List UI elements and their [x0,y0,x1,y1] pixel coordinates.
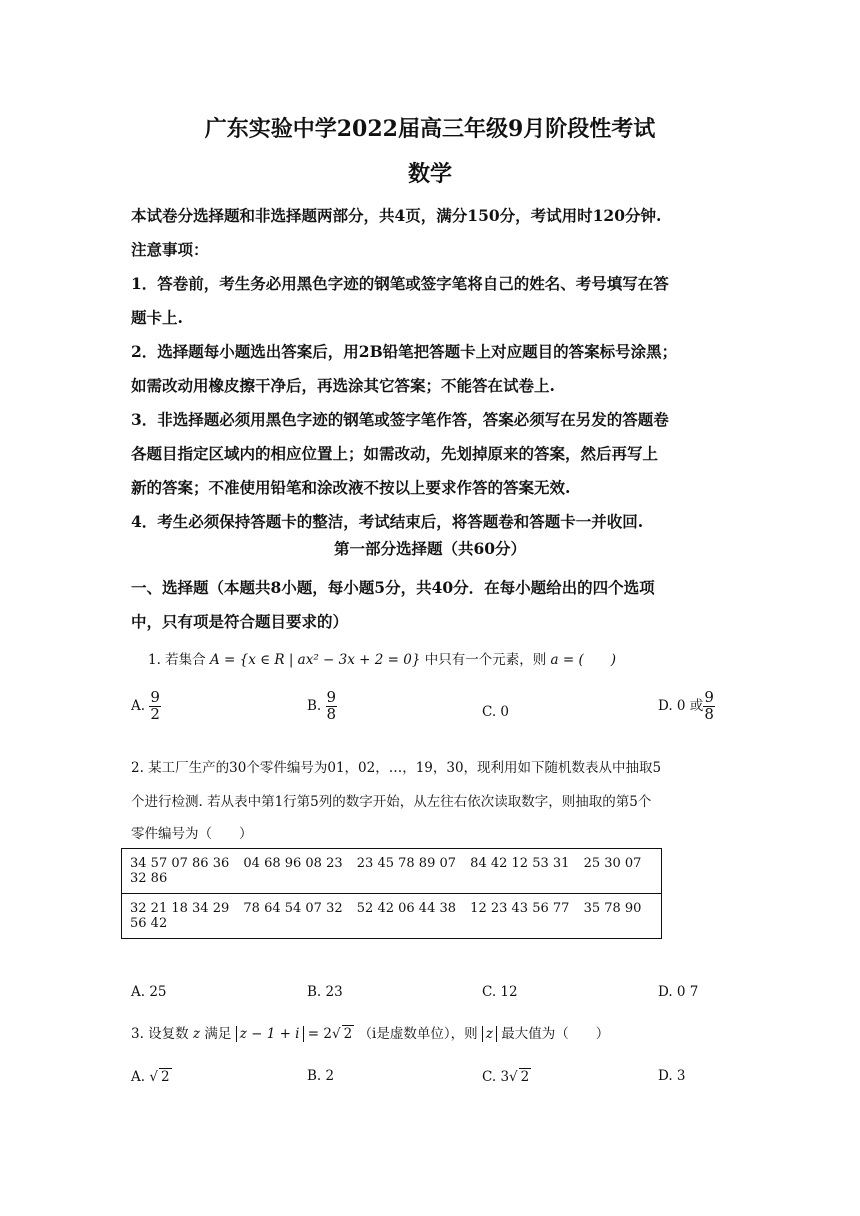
q1-prefix: 1. 若集合 [148,652,206,668]
numerator: 9 [150,688,160,706]
q2-option-c: C. 12 [482,984,518,1000]
q1-answer-blank: a = ( ) [550,652,616,668]
q2-option-b: B. 23 [307,984,343,1000]
denominator: 8 [704,704,714,723]
note-1-line-1: 1．答卷前，考生务必用黑色字迹的钢笔或签字笔将自己的姓名、考号填写在答 [131,274,669,293]
note-2-line-1: 2．选择题每小题选出答案后，用2B铅笔把答题卡上对应题目的答案标号涂黑； [131,342,678,361]
q3-prefix: 3. 设复数 [131,1026,189,1042]
number-group: 84 42 12 53 31 [470,856,570,871]
sqrt-symbol: √ [149,1069,158,1085]
option-label: D. 0 或 [658,697,704,714]
number-group: 25 30 07 32 86 [130,856,642,886]
number-group: 23 45 78 89 07 [356,856,457,871]
sqrt-symbol: √ [332,1026,341,1042]
q1-set-expression: A = {x ∈ R | ax² − 3x + 2 = 0} [209,652,421,668]
table-row [122,849,662,894]
q1-suffix: 中只有一个元素，则 [424,652,547,668]
note-4-line-1: 4．考生必须保持答题卡的整洁，考试结束后，将答题卷和答题卡一并收回. [131,512,644,531]
notice-heading: 注意事项： [131,240,209,259]
table-cell [122,849,662,894]
q1-option-c: C. 0 [482,704,510,720]
part-heading: 第一部分选择题（共60分） [333,539,527,558]
number-group: 12 23 43 56 77 [470,901,570,916]
radicand: 2 [520,1069,530,1085]
q3-radicand: 2 [343,1026,353,1042]
q1-option-b [307,690,337,723]
option-label: A. [131,697,146,714]
q3-mid: 满足 [204,1026,232,1042]
note-2-line-2: 如需改动用橡皮擦干净后，再选涂其它答案；不能答在试卷上. [131,376,555,395]
option-label: B. [307,697,322,714]
q3-option-d: D. 3 [658,1068,686,1084]
q1-option-a [131,690,161,723]
q3-suffix: 最大值为（ ） [501,1026,610,1042]
note-3-line-3: 新的答案；不准使用铅笔和涂改液不按以上要求作答的答案无效. [131,478,571,497]
q2-line-2: 个进行检测. 若从表中第1行第5列的数字开始，从左往右依次读取数字，则抽取的第5个 [131,794,652,810]
option-label: C. [482,1069,497,1085]
number-group: 52 42 06 44 38 [356,901,457,916]
q3-modulus-expression: z − 1 + i [236,1026,304,1042]
number-group: 78 64 54 07 32 [243,901,343,916]
exam-title: 广东实验中学2022届高三年级9月阶段性考试 [204,116,656,142]
q3-option-b: B. 2 [307,1068,335,1084]
radicand: 2 [160,1069,170,1085]
number-group: 34 57 07 86 36 [130,856,230,871]
q3-modulus-z: z [482,1026,497,1042]
fraction [326,690,338,723]
intro-line: 本试卷分选择题和非选择题两部分，共4页，满分150分，考试用时120分钟. [131,206,662,225]
q3-option-c [482,1068,531,1085]
q2-option-a: A. 25 [131,984,167,1000]
question-3 [131,1022,609,1042]
table-cell [122,894,662,939]
coefficient: 3 [500,1069,510,1085]
denominator: 8 [326,704,337,723]
random-number-table [121,848,662,939]
note-3-line-1: 3．非选择题必须用黑色字迹的钢笔或签字笔作答，答案必须写在另发的答题卷 [131,410,669,429]
numerator: 9 [704,688,714,706]
q2-line-1: 2. 某工厂生产的30个零件编号为01，02，…，19，30，现利用如下随机数表从中抽取5 [131,760,662,776]
q1-option-d [658,690,715,723]
q3-note: （i是虚数单位），则 [358,1026,478,1042]
number-group: 32 21 18 34 29 [130,901,230,916]
number-group: 04 68 96 08 23 [243,856,343,871]
question-1 [148,648,616,668]
q2-line-3: 零件编号为（ ） [131,826,253,842]
note-1-line-2: 题卡上. [131,308,183,327]
fraction [149,690,161,723]
section-heading-line-2: 中，只有项是符合题目要求的） [131,612,349,631]
section-heading-line-1: 一、选择题（本题共8小题，每小题5分，共40分．在每小题给出的四个选项 [131,578,655,597]
numerator: 9 [326,688,337,706]
option-label: A. [131,1069,146,1085]
number-group: 35 78 90 56 42 [130,901,642,931]
q3-option-a [131,1068,172,1085]
q3-variable: z [192,1026,201,1042]
fraction [703,690,715,723]
note-3-line-2: 各题目指定区域内的相应位置上；如需改动，先划掉原来的答案，然后再写上 [131,444,659,463]
q2-option-d: D. 0 7 [658,984,699,1000]
subject-title: 数学 [407,161,452,187]
q3-equals: = 2 [307,1026,332,1042]
table-row [122,894,662,939]
sqrt-symbol: √ [509,1069,518,1085]
denominator: 2 [150,704,160,723]
